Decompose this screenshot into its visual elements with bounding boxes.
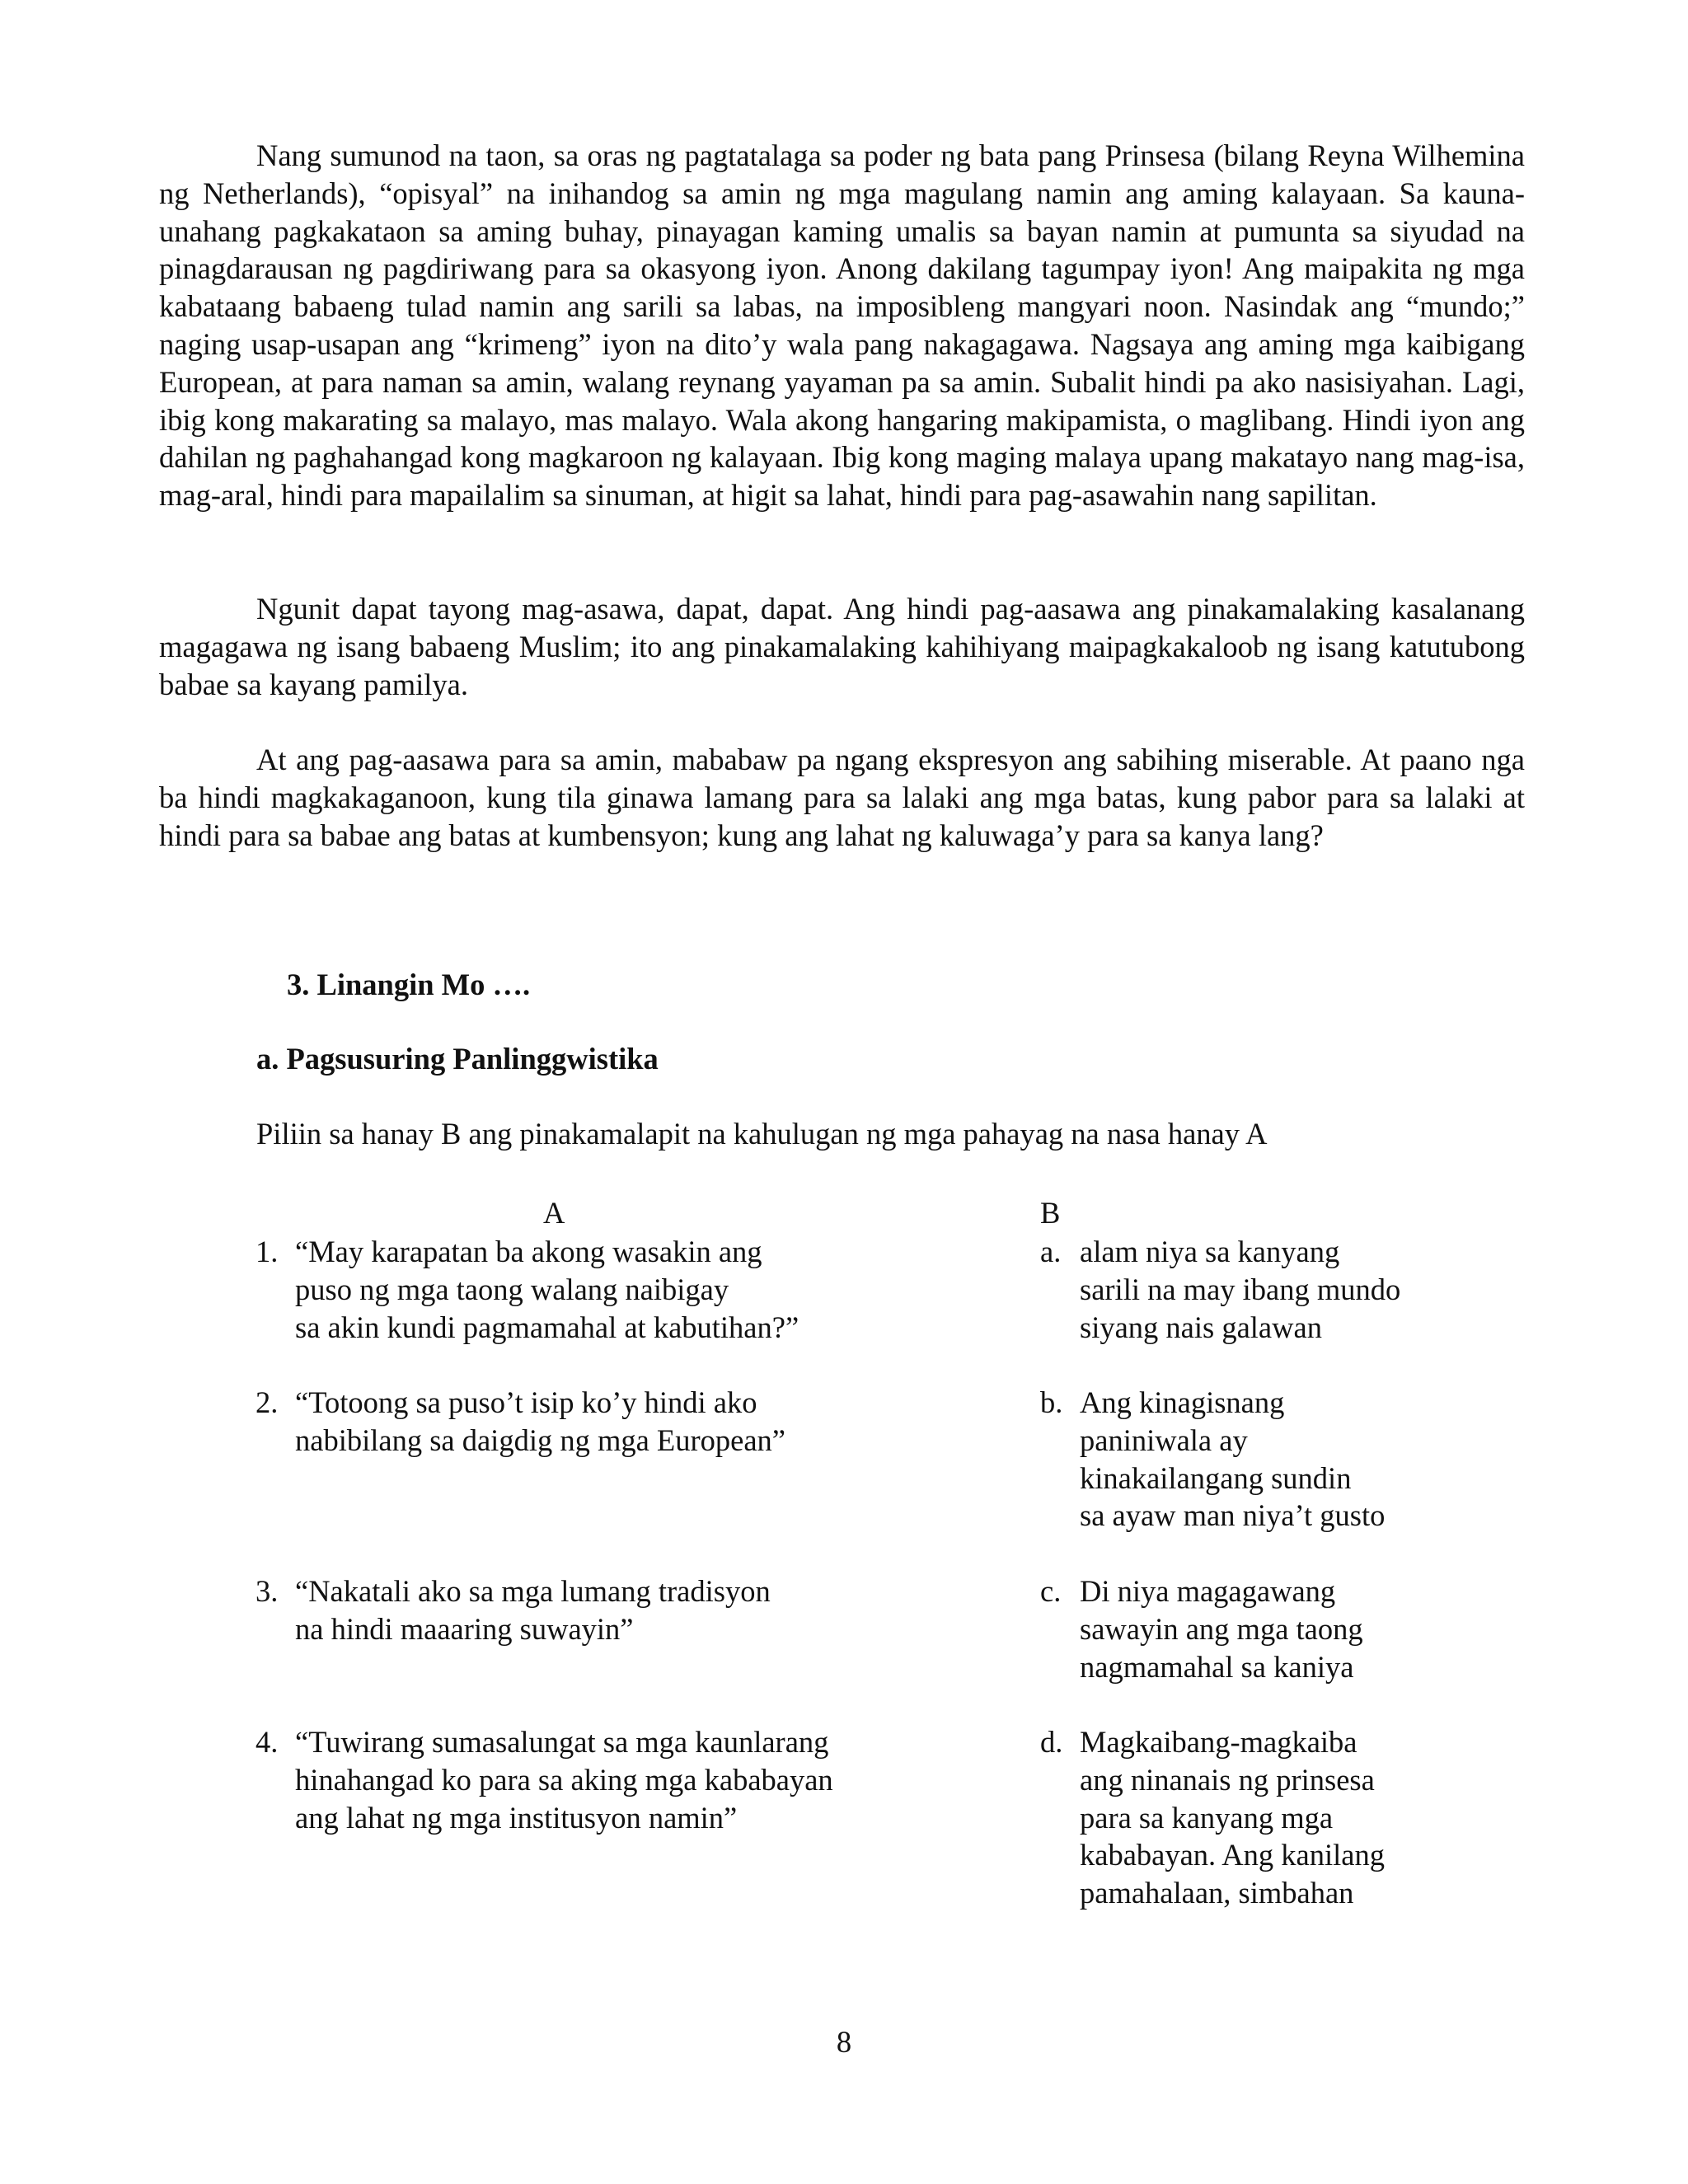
item-quote: “Tuwirang sumasalungat sa mga kaunlarang hinahangad ko para sa aking mga kababayan ang lahat ng mga institusyon namin” [295, 1725, 833, 1835]
item-meaning: Ang kinagisnang paniniwala ay kinakailangang sundin sa ayaw man niya’t gusto [1080, 1385, 1386, 1533]
subsection-heading: a. Pagsusuring Panlinggwistika [256, 1042, 659, 1076]
column-a-header: A [543, 1196, 565, 1230]
body-paragraph-1: Nang sumunod na taon, sa oras ng pagtatalaga sa poder ng bata pang Prinsesa (bilang Reyna Wilhemina ng Netherlands), “opisyal” na inihandog sa amin ng mga magulang namin ang aming kalayaan. Sa kauna-unahang pagkakataon sa aming buhay, pinayagan kaming umalis sa bayan namin at pumunta sa siyudad na pinagdarausan ng pagdiriwang para sa okasyong iyon. Anong dakilang tagumpay iyon! Ang maipakita ng mga kabataang babaeng tulad namin ang sarili sa labas, na imposibleng mangyari noon. Nasindak ang “mundo;” naging usap-usapan ang “krimeng” iyon na dito’y wala pang nakagagawa. Nagsaya ang aming mga kaibigang European, at para naman sa amin, walang reynang yayaman pa sa amin. Subalit hindi pa ako nasisiyahan. Lagi, ibig kong makarating sa malayo, mas malayo. Wala akong hangaring makipamista, o maglibang. Hindi iyon ang dahilan ng paghahangad kong magkaroon ng kalayaan. Ibig kong maging malaya upang makatayo nang mag-isa, mag-aral, hindi para mapailalim sa sinuman, at higit sa lahat, hindi para pag-asawahin nang sapilitan. [159, 138, 1525, 513]
item-meaning: alam niya sa kanyang sarili na may ibang mundo siyang nais galawan [1080, 1235, 1401, 1344]
item-quote: “May karapatan ba akong wasakin ang puso ng mga taong walang naibigay sa akin kundi pagmamahal at kabutihan?” [295, 1235, 799, 1344]
item-number: 4. [256, 1725, 279, 1759]
item-quote: “Totoong sa puso’t isip ko’y hindi ako nabibilang sa daigdig ng mga European” [295, 1385, 785, 1457]
exercise-instructions: Piliin sa hanay B ang pinakamalapit na kahulugan ng mga pahayag na nasa hanay A [256, 1117, 1268, 1151]
body-paragraph-2: Ngunit dapat tayong mag-asawa, dapat, dapat. Ang hindi pag-aasawa ang pinakamalaking kasalanang magagawa ng isang babaeng Muslim; ito ang pinakamalaking kahihiyang maipagkakaloob ng isang katutubong babae sa kayang pamilya. [159, 592, 1525, 701]
item-quote: “Nakatali ako sa mga lumang tradisyon na hindi maaaring suwayin” [295, 1574, 771, 1646]
item-number: 1. [256, 1235, 279, 1268]
body-paragraph-3: At ang pag-aasawa para sa amin, mababaw pa ngang ekspresyon ang sabihing miserable. At paano nga ba hindi magkakaganoon, kung tila ginawa lamang para sa lalaki ang mga batas, kung pabor para sa lalaki at hindi para sa babae ang batas at kumbensyon; kung ang lahat ng kaluwaga’y para sa kanya lang? [159, 743, 1525, 852]
item-meaning: Di niya magagawang sawayin ang mga taong nagmamahal sa kaniya [1080, 1574, 1363, 1684]
item-letter: c. [1040, 1574, 1062, 1608]
section-heading: 3. Linangin Mo …. [287, 968, 531, 1001]
item-letter: a. [1040, 1235, 1062, 1268]
page-number: 8 [836, 2025, 852, 2059]
item-number: 2. [256, 1385, 279, 1419]
column-b-header: B [1040, 1196, 1061, 1230]
item-letter: b. [1040, 1385, 1063, 1419]
item-meaning: Magkaibang-magkaiba ang ninanais ng prinsesa para sa kanyang mga kababayan. Ang kanilang pamahalaan, simbahan [1080, 1725, 1385, 1910]
item-letter: d. [1040, 1725, 1063, 1759]
item-number: 3. [256, 1574, 279, 1608]
